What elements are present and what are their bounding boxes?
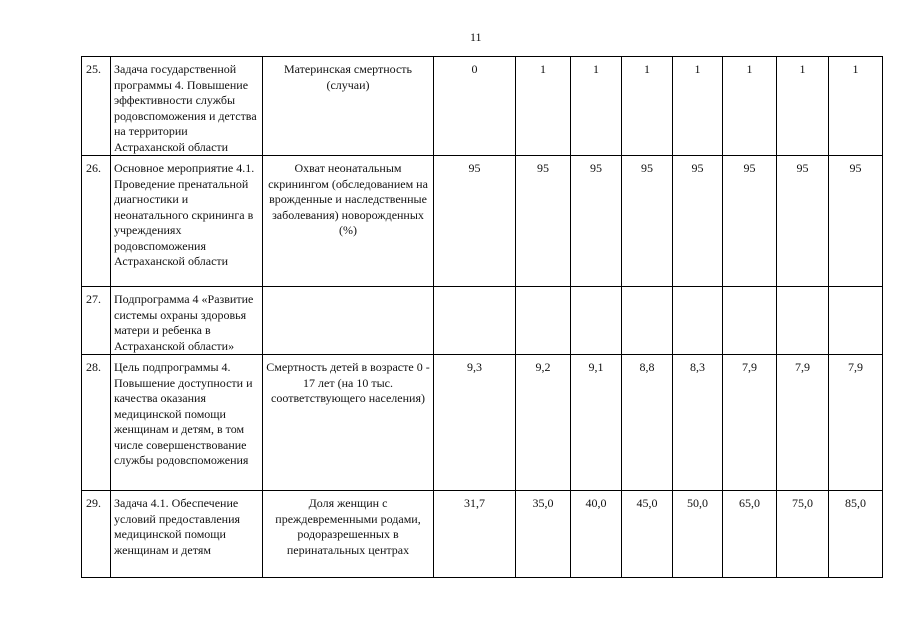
value-cell: 95 (829, 156, 883, 287)
row-indicator (263, 287, 434, 355)
value-cell: 50,0 (673, 491, 723, 578)
row-name: Задача государственной программы 4. Повышение эффективности службы родовспоможения и детства на территории Астраханской области (111, 57, 263, 156)
row-indicator: Доля женщин с преждевременными родами, родоразрешенных в перинатальных центрах (263, 491, 434, 578)
value-cell: 1 (571, 57, 622, 156)
value-cell: 95 (434, 156, 516, 287)
value-cell: 95 (622, 156, 673, 287)
row-number: 26. (82, 156, 111, 287)
table-row (82, 57, 883, 156)
value-cell: 1 (777, 57, 829, 156)
row-name: Цель подпрограммы 4. Повышение доступности и качества оказания медицинской помощи женщинам и детям, в том числе совершенствование службы родовспоможения (111, 355, 263, 491)
table-row (82, 287, 883, 355)
value-cell: 8,3 (673, 355, 723, 491)
value-cell: 31,7 (434, 491, 516, 578)
value-cell: 9,3 (434, 355, 516, 491)
row-number: 28. (82, 355, 111, 491)
row-name: Основное мероприятие 4.1. Проведение пренатальной диагностики и неонатального скрининга в учреждениях родовспоможения Астраханской области (111, 156, 263, 287)
value-cell: 7,9 (723, 355, 777, 491)
value-cell: 7,9 (777, 355, 829, 491)
value-cell (777, 287, 829, 355)
value-cell: 95 (777, 156, 829, 287)
row-indicator: Материнская смертность (случаи) (263, 57, 434, 156)
indicators-table (81, 56, 883, 578)
value-cell: 1 (622, 57, 673, 156)
value-cell: 1 (723, 57, 777, 156)
value-cell (571, 287, 622, 355)
page-number: 11 (470, 30, 482, 44)
value-cell: 1 (673, 57, 723, 156)
value-cell: 65,0 (723, 491, 777, 578)
row-number: 27. (82, 287, 111, 355)
value-cell: 95 (516, 156, 571, 287)
value-cell: 8,8 (622, 355, 673, 491)
value-cell: 95 (673, 156, 723, 287)
value-cell: 75,0 (777, 491, 829, 578)
row-name: Подпрограмма 4 «Развитие системы охраны здоровья матери и ребенка в Астраханской области» (111, 287, 263, 355)
value-cell (434, 287, 516, 355)
value-cell: 7,9 (829, 355, 883, 491)
value-cell: 35,0 (516, 491, 571, 578)
table-row (82, 355, 883, 491)
value-cell (829, 287, 883, 355)
value-cell: 1 (516, 57, 571, 156)
value-cell: 95 (571, 156, 622, 287)
table-row (82, 491, 883, 578)
value-cell: 45,0 (622, 491, 673, 578)
row-number: 25. (82, 57, 111, 156)
row-indicator: Охват неонатальным скринингом (обследованием на врожденные и наследственные заболевания) новорожденных (%) (263, 156, 434, 287)
value-cell (673, 287, 723, 355)
row-indicator: Смертность детей в возрасте 0 - 17 лет (на 10 тыс. соответствующего населения) (263, 355, 434, 491)
value-cell: 0 (434, 57, 516, 156)
value-cell (516, 287, 571, 355)
value-cell: 9,2 (516, 355, 571, 491)
value-cell: 85,0 (829, 491, 883, 578)
table-row (82, 156, 883, 287)
value-cell: 1 (829, 57, 883, 156)
value-cell (723, 287, 777, 355)
value-cell: 95 (723, 156, 777, 287)
row-name: Задача 4.1. Обеспечение условий предоставления медицинской помощи женщинам и детям (111, 491, 263, 578)
value-cell (622, 287, 673, 355)
row-number: 29. (82, 491, 111, 578)
value-cell: 40,0 (571, 491, 622, 578)
value-cell: 9,1 (571, 355, 622, 491)
